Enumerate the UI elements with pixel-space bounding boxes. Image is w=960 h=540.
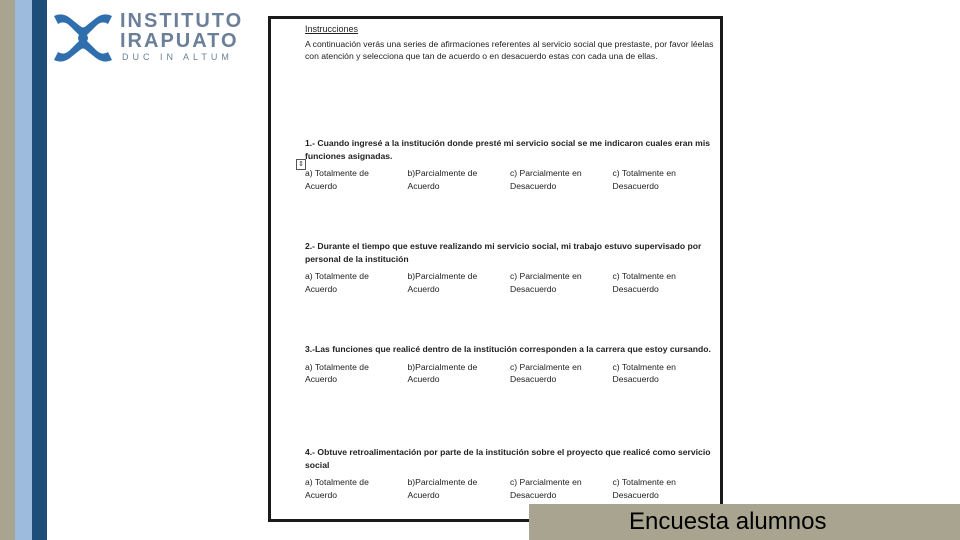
option-d: c) Totalmente en Desacuerdo — [612, 271, 676, 294]
option-c: c) Parcialmente en Desacuerdo — [510, 168, 582, 191]
question-1 — [305, 137, 715, 192]
option-d: c) Totalmente en Desacuerdo — [612, 361, 676, 384]
option-a: a) Totalmente de Acuerdo — [305, 168, 369, 191]
instructions-text: A continuación verás una series de afirmaciones referentes al servicio social que prestaste, por favor léelas con atención y selecciona que tan de acuerdo o en desacuerdo estas con cada una de ellas. — [305, 39, 714, 61]
slide-footer — [529, 504, 960, 540]
logo-text-line1: INSTITUTO — [120, 10, 244, 32]
document-content — [305, 23, 717, 500]
option-a: a) Totalmente de Acuerdo — [305, 271, 369, 294]
option-c: c) Parcialmente en Desacuerdo — [510, 477, 582, 500]
option-b: b)Parcialmente de Acuerdo — [407, 361, 478, 384]
option-b: b)Parcialmente de Acuerdo — [407, 168, 478, 191]
instructions-title: Instrucciones — [305, 24, 359, 34]
option-d: c) Totalmente en Desacuerdo — [612, 168, 676, 191]
survey-document — [268, 16, 723, 522]
logo-motto: DUC IN ALTUM — [122, 52, 233, 62]
question-text: 2.- Durante el tiempo que estuve realizando mi servicio social, mi trabajo estuvo supervisado por personal de la institución — [305, 241, 702, 264]
option-a: a) Totalmente de Acuerdo — [305, 477, 369, 500]
question-4 — [305, 446, 715, 501]
answer-options — [305, 167, 715, 192]
logo-text-line2: IRAPUATO — [120, 30, 239, 52]
anchor-icon: ⇕ — [296, 159, 306, 170]
question-text: 1.- Cuando ingresé a la institución donde presté mi servicio social se me indicaron cuales eran mis funciones asignadas. — [305, 138, 710, 161]
option-c: c) Parcialmente en Desacuerdo — [510, 361, 582, 384]
answer-options — [305, 361, 715, 386]
institution-logo — [52, 10, 262, 66]
option-b: b)Parcialmente de Acuerdo — [407, 477, 478, 500]
option-d: c) Totalmente en Desacuerdo — [612, 477, 676, 500]
question-3 — [305, 343, 715, 386]
left-stripe-tan — [0, 0, 15, 540]
answer-options — [305, 476, 715, 501]
option-c: c) Parcialmente en Desacuerdo — [510, 271, 582, 294]
question-text: 3.-Las funciones que realicé dentro de la institución corresponden a la carrera que estoy cursando. — [305, 344, 711, 354]
slide-caption: Encuesta alumnos — [629, 508, 827, 535]
question-text: 4.- Obtuve retroalimentación por parte de la institución sobre el proyecto que realicé como servicio social — [305, 447, 711, 470]
left-stripe-light-blue — [15, 0, 32, 540]
left-stripe-navy — [32, 0, 47, 540]
option-b: b)Parcialmente de Acuerdo — [407, 271, 478, 294]
option-a: a) Totalmente de Acuerdo — [305, 361, 369, 384]
answer-options — [305, 270, 715, 295]
question-2 — [305, 240, 715, 295]
institution-logo-icon — [52, 12, 114, 64]
